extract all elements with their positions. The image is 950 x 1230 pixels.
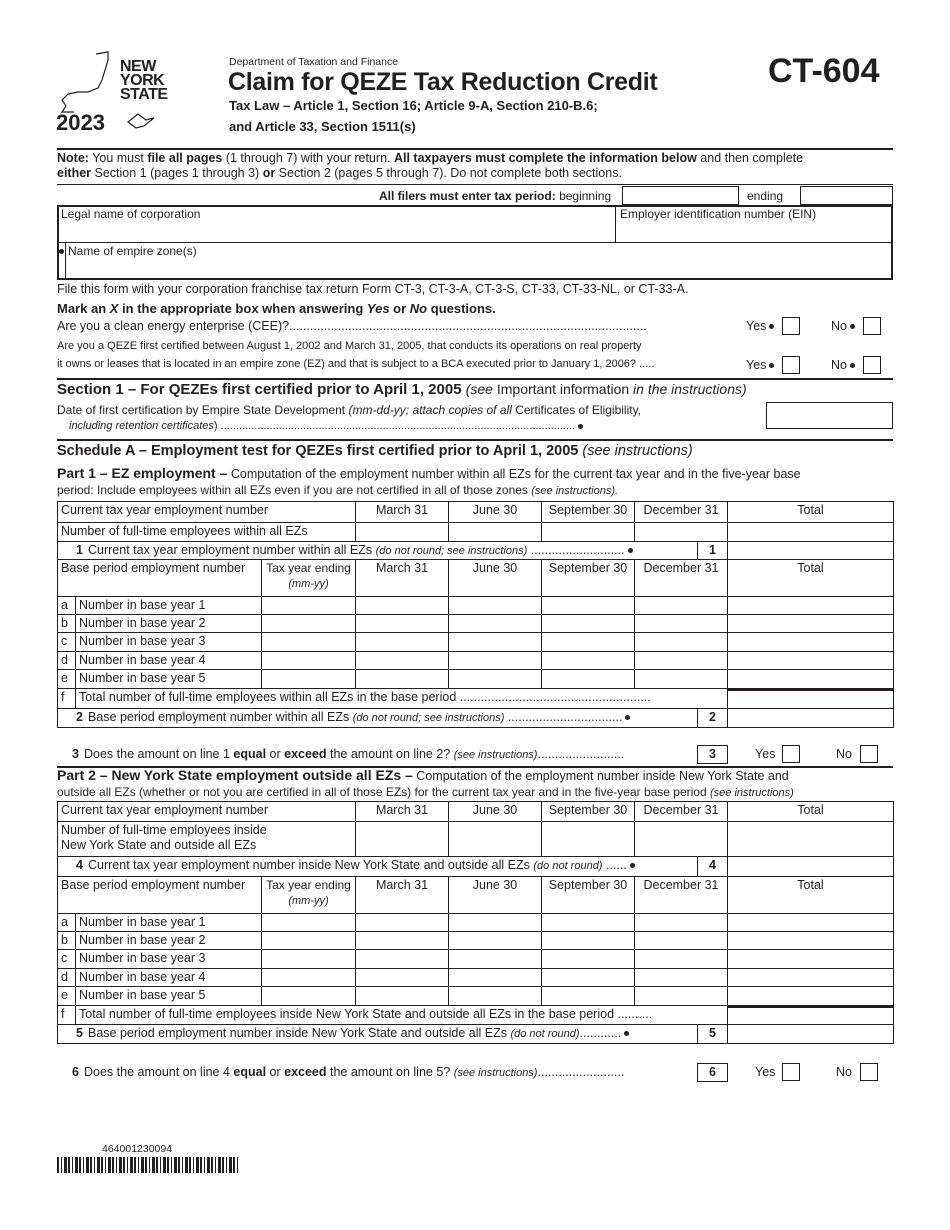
empire-zone-label: Name of empire zone(s) (68, 244, 197, 258)
base-total-input[interactable] (727, 669, 894, 689)
line-3-no-label: No (836, 747, 852, 761)
section-1-title: Section 1 – For QEZEs first certified prior to April 1, 2005 (see Important information in the instructions) (57, 381, 747, 398)
file-with-text: File this form with your corporation franchise tax return Form CT-3, CT-3-A, CT-3-S, CT-33, CT-33-NL, or CT-33-A. (57, 282, 689, 296)
tax-year-ending-input[interactable] (261, 986, 356, 1006)
base-june-input[interactable] (448, 651, 542, 670)
line-3-question: 3 Does the amount on line 1 equal or exceed the amount on line 2? (see instructions)......................... (72, 747, 625, 761)
current-total-input[interactable] (727, 821, 894, 857)
current-total-input[interactable] (727, 522, 894, 542)
line-f-total-input[interactable] (727, 1005, 894, 1025)
column-header-march: March 31 (355, 501, 449, 523)
line-3-number: 3 (697, 745, 728, 764)
base-march-input[interactable] (355, 669, 449, 689)
line-3-yes-checkbox[interactable] (782, 745, 800, 763)
questions-instruction: Mark an X in the appropriate box when answering Yes or No questions. (57, 301, 496, 316)
base-december-input[interactable] (634, 614, 728, 633)
base-june-input[interactable] (448, 669, 542, 689)
base-total-input[interactable] (727, 651, 894, 670)
base-december-input[interactable] (634, 931, 728, 950)
tax-year-ending-header: Tax year ending (mm-yy) (261, 876, 356, 914)
base-row-letter: e (57, 986, 76, 1006)
required-bullet-icon (628, 548, 633, 553)
base-total-input[interactable] (727, 913, 894, 932)
current-tax-year-header: Current tax year employment number (57, 801, 356, 822)
schedule-a-title: Schedule A – Employment test for QEZEs first certified prior to April 1, 2005 (see instructions) (57, 443, 693, 459)
line-1-input[interactable] (727, 541, 894, 560)
line-f-label: Total number of full-time employees inside New York State and outside all EZs in the base period .......... (75, 1005, 728, 1025)
base-period-header: Base period employment number (57, 876, 262, 914)
tax-period-ending-input[interactable] (800, 186, 893, 205)
line-1-number: 1 (697, 541, 728, 560)
required-bullet-icon (578, 424, 583, 429)
base-march-input[interactable] (355, 651, 449, 670)
form-title: Claim for QEZE Tax Reduction Credit (228, 68, 658, 96)
current-december-input[interactable] (634, 821, 728, 857)
line-5-number: 5 (697, 1024, 728, 1044)
base-september-input[interactable] (541, 651, 635, 670)
base-december-input[interactable] (634, 632, 728, 652)
base-june-input[interactable] (448, 968, 542, 987)
base-total-input[interactable] (727, 949, 894, 969)
line-6-yes-checkbox[interactable] (782, 1063, 800, 1081)
ein-input[interactable] (617, 222, 891, 242)
tax-period-label: All filers must enter tax period: beginning (379, 189, 612, 203)
base-june-input[interactable] (448, 986, 542, 1006)
note: Note: You must file all pages (1 through 7) with your return. All taxpayers must complete the information below and then complete either Section 1 (pages 1 through 3) or Section 2 (pages 5 through 7). Do not complete both sections. (57, 151, 804, 180)
department: Department of Taxation and Finance (229, 56, 399, 68)
column-header-december: December 31 (634, 501, 728, 523)
required-bullet-icon (850, 363, 855, 368)
base-march-input[interactable] (355, 968, 449, 987)
base-row-letter: e (57, 669, 76, 689)
column-header-june: June 30 (448, 801, 542, 822)
base-september-input[interactable] (541, 913, 635, 932)
base-row-label: Number in base year 2 (75, 614, 262, 633)
line-4-label: 4 Current tax year employment number inside New York State and outside all EZs (do not round) ...... (57, 856, 698, 877)
base-september-input[interactable] (541, 931, 635, 950)
column-header-september: September 30 (541, 559, 635, 597)
base-total-input[interactable] (727, 968, 894, 987)
column-header-total: Total (727, 801, 894, 822)
base-row-letter: b (57, 614, 76, 633)
base-december-input[interactable] (634, 596, 728, 615)
base-june-input[interactable] (448, 614, 542, 633)
line-1-label: 1 Current tax year employment number within all EZs (do not round; see instructions) ........................... (57, 541, 698, 560)
required-bullet-icon (769, 324, 774, 329)
base-december-input[interactable] (634, 949, 728, 969)
column-header-june: June 30 (448, 501, 542, 523)
cee-no-checkbox[interactable] (863, 317, 881, 335)
line-4-number: 4 (697, 856, 728, 877)
current-employees-label: Number of full-time employees within all EZs (57, 522, 356, 542)
base-period-header: Base period employment number (57, 559, 262, 597)
base-march-input[interactable] (355, 632, 449, 652)
certification-label: Date of first certification by Empire State Development (mm-dd-yy; attach copies of all Certificates of Eligibility, including retention certificates) .................................................................................................................... (57, 403, 642, 432)
line-6-no-label: No (836, 1065, 852, 1079)
base-june-input[interactable] (448, 596, 542, 615)
line-3-yes-label: Yes (755, 747, 776, 761)
certification-date-input[interactable] (766, 402, 893, 429)
base-row-label: Number in base year 1 (75, 596, 262, 615)
base-december-input[interactable] (634, 669, 728, 689)
required-bullet-icon (630, 863, 635, 868)
base-june-input[interactable] (448, 949, 542, 969)
cee-no-label: No (831, 319, 847, 333)
column-header-june: June 30 (448, 876, 542, 914)
base-row-label: Number in base year 3 (75, 632, 262, 652)
line-3-no-checkbox[interactable] (860, 745, 878, 763)
qeze-no-checkbox[interactable] (863, 356, 881, 374)
base-row-letter: b (57, 931, 76, 950)
column-header-september: September 30 (541, 501, 635, 523)
required-bullet-icon (850, 324, 855, 329)
tax-year-ending-input[interactable] (261, 949, 356, 969)
base-june-input[interactable] (448, 632, 542, 652)
ending-label: ending (747, 189, 784, 203)
base-june-input[interactable] (448, 913, 542, 932)
tax-year-ending-input[interactable] (261, 614, 356, 633)
base-total-input[interactable] (727, 614, 894, 633)
current-tax-year-header: Current tax year employment number (57, 501, 356, 523)
question-qeze-line1: Are you a QEZE first certified between August 1, 2002 and March 31, 2005, that conducts its operations on real property (57, 340, 642, 352)
base-september-input[interactable] (541, 949, 635, 969)
column-header-december: December 31 (634, 876, 728, 914)
column-header-total: Total (727, 501, 894, 523)
logo-new: NEW (120, 58, 156, 75)
base-december-input[interactable] (634, 651, 728, 670)
column-header-september: September 30 (541, 876, 635, 914)
base-september-input[interactable] (541, 614, 635, 633)
base-total-input[interactable] (727, 632, 894, 652)
column-header-june: June 30 (448, 559, 542, 597)
current-december-input[interactable] (634, 522, 728, 542)
base-september-input[interactable] (541, 669, 635, 689)
base-row-label: Number in base year 3 (75, 949, 262, 969)
barcode-number: 464001230094 (102, 1143, 173, 1155)
base-september-input[interactable] (541, 596, 635, 615)
base-march-input[interactable] (355, 949, 449, 969)
current-march-input[interactable] (355, 821, 449, 857)
line-2-input[interactable] (727, 708, 894, 728)
qeze-yes-checkbox[interactable] (782, 356, 800, 374)
base-row-label: Number in base year 5 (75, 669, 262, 689)
form-number: CT-604 (768, 52, 880, 90)
part-2-heading: Part 2 – New York State employment outside all EZs – Computation of the employment number inside New York State and outside all EZs (whether or not you are certified in all of those EZs) for the current tax year and in the five-year base period (see instructions) (57, 767, 794, 799)
base-row-letter: c (57, 949, 76, 969)
base-march-input[interactable] (355, 913, 449, 932)
base-september-input[interactable] (541, 968, 635, 987)
tax-year-ending-input[interactable] (261, 931, 356, 950)
tax-year-ending-header: Tax year ending (mm-yy) (261, 559, 356, 597)
question-qeze-line2: it owns or leases that is located in an empire zone (EZ) and that is subject to a BCA executed prior to January 1, 2006? ..... (57, 358, 655, 370)
base-december-input[interactable] (634, 913, 728, 932)
cee-yes-checkbox[interactable] (782, 317, 800, 335)
base-september-input[interactable] (541, 632, 635, 652)
base-march-input[interactable] (355, 596, 449, 615)
column-header-september: September 30 (541, 801, 635, 822)
base-december-input[interactable] (634, 968, 728, 987)
base-total-input[interactable] (727, 931, 894, 950)
empire-zone-input[interactable] (67, 259, 891, 279)
cee-yes-label: Yes (746, 319, 767, 333)
base-march-input[interactable] (355, 931, 449, 950)
line-f-total-input[interactable] (727, 688, 894, 709)
base-row-letter: a (57, 913, 76, 932)
line-f-letter: f (57, 688, 76, 709)
line-f-label: Total number of full-time employees within all EZs in the base period ....................................................... (75, 688, 728, 709)
current-september-input[interactable] (541, 821, 635, 857)
base-total-input[interactable] (727, 596, 894, 615)
base-row-letter: a (57, 596, 76, 615)
current-march-input[interactable] (355, 522, 449, 542)
base-row-label: Number in base year 1 (75, 913, 262, 932)
required-bullet-icon (624, 1031, 629, 1036)
current-employees-label: Number of full-time employees inside New York State and outside all EZs (57, 821, 356, 857)
line-6-number: 6 (697, 1063, 728, 1082)
base-row-letter: d (57, 968, 76, 987)
tax-law-line-1: Tax Law – Article 1, Section 16; Article 9-A, Section 210-B.6; (229, 98, 598, 113)
part-1-heading: Part 1 – EZ employment – Computation of the employment number within all EZs for the current tax year and in the five-year base period: Include employees within all EZs even if you are not certified in all of those zones (see instructions). (57, 465, 801, 497)
base-total-input[interactable] (727, 986, 894, 1006)
qeze-yes-label: Yes (746, 358, 767, 372)
tax-year-ending-input[interactable] (261, 596, 356, 615)
column-header-total: Total (727, 559, 894, 597)
base-row-label: Number in base year 5 (75, 986, 262, 1006)
base-june-input[interactable] (448, 931, 542, 950)
qeze-no-label: No (831, 358, 847, 372)
line-4-input[interactable] (727, 856, 894, 877)
line-6-no-checkbox[interactable] (860, 1063, 878, 1081)
legal-name-label: Legal name of corporation (61, 207, 201, 221)
column-header-march: March 31 (355, 559, 449, 597)
base-row-letter: c (57, 632, 76, 652)
base-september-input[interactable] (541, 986, 635, 1006)
logo-york: YORK (120, 72, 165, 89)
nys-logo (58, 50, 183, 135)
legal-name-input[interactable] (59, 222, 614, 242)
tax-law-line-2: and Article 33, Section 1511(s) (229, 119, 416, 134)
current-june-input[interactable] (448, 522, 542, 542)
base-row-label: Number in base year 2 (75, 931, 262, 950)
tax-year-ending-input[interactable] (261, 968, 356, 987)
column-header-march: March 31 (355, 876, 449, 914)
line-f-letter: f (57, 1005, 76, 1025)
barcode-icon (57, 1157, 239, 1173)
base-december-input[interactable] (634, 986, 728, 1006)
base-march-input[interactable] (355, 614, 449, 633)
question-cee: Are you a clean energy enterprise (CEE)?....................................................................................................... (57, 319, 647, 333)
current-september-input[interactable] (541, 522, 635, 542)
column-header-december: December 31 (634, 801, 728, 822)
required-bullet-icon (625, 715, 630, 720)
required-bullet-icon (769, 363, 774, 368)
line-2-number: 2 (697, 708, 728, 728)
line-5-label: 5 Base period employment number inside New York State and outside all EZs (do not round)............ (57, 1024, 698, 1044)
line-5-input[interactable] (727, 1024, 894, 1044)
column-header-total: Total (727, 876, 894, 914)
column-header-december: December 31 (634, 559, 728, 597)
form-year: 2023 (56, 110, 105, 135)
required-bullet-icon (59, 249, 64, 254)
tax-year-ending-input[interactable] (261, 651, 356, 670)
base-row-label: Number in base year 4 (75, 968, 262, 987)
current-june-input[interactable] (448, 821, 542, 857)
base-row-label: Number in base year 4 (75, 651, 262, 670)
tax-year-ending-input[interactable] (261, 913, 356, 932)
line-6-question: 6 Does the amount on line 4 equal or exceed the amount on line 5? (see instructions)......................... (72, 1065, 625, 1079)
line-2-label: 2 Base period employment number within all EZs (do not round; see instructions) ................................. (57, 708, 698, 728)
tax-period-beginning-input[interactable] (622, 186, 739, 205)
base-row-letter: d (57, 651, 76, 670)
line-6-yes-label: Yes (755, 1065, 776, 1079)
base-march-input[interactable] (355, 986, 449, 1006)
tax-year-ending-input[interactable] (261, 669, 356, 689)
tax-year-ending-input[interactable] (261, 632, 356, 652)
logo-state: STATE (120, 86, 168, 103)
ein-label: Employer identification number (EIN) (620, 207, 817, 221)
column-header-march: March 31 (355, 801, 449, 822)
